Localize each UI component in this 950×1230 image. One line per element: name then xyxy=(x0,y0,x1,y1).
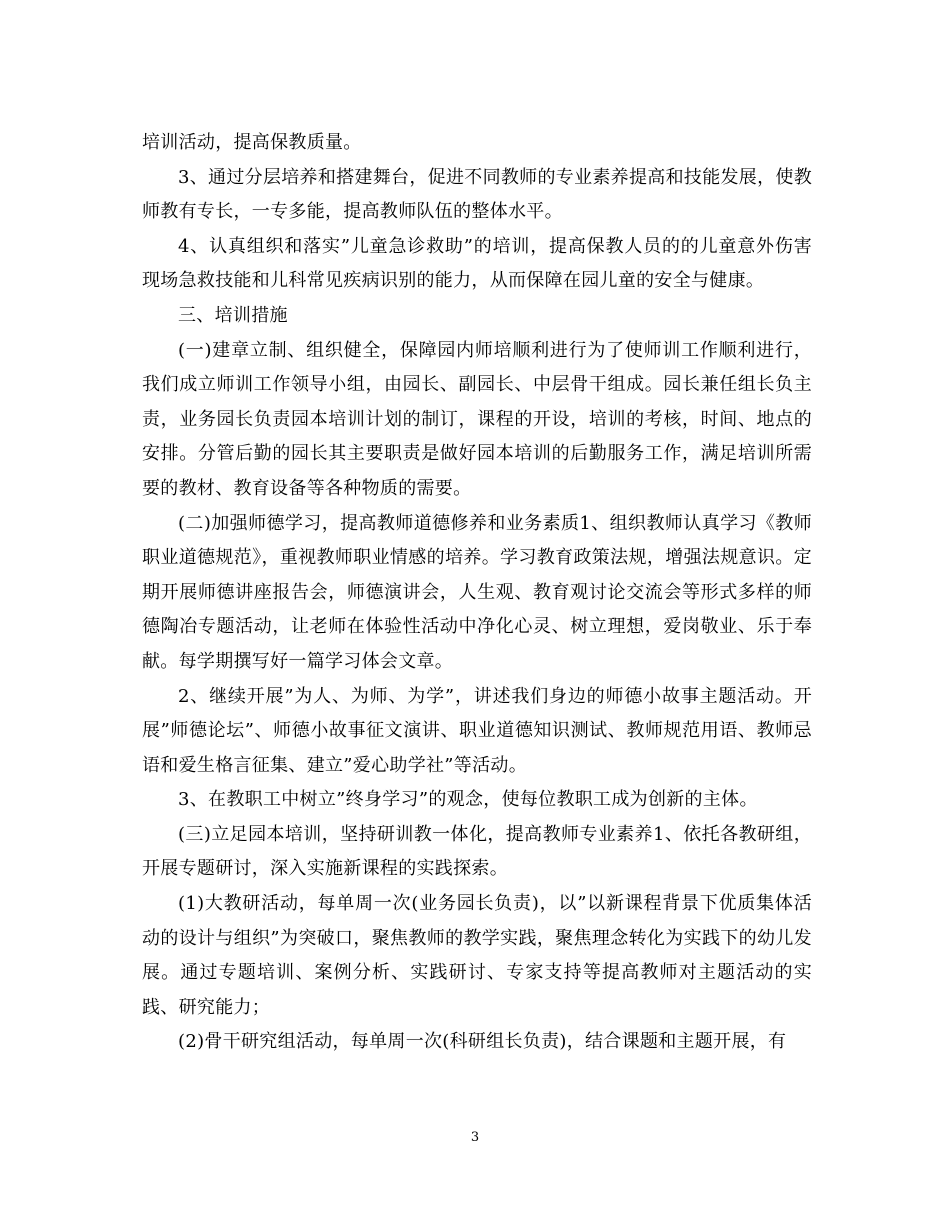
document-body xyxy=(142,126,812,1060)
page-number: 3 xyxy=(470,1130,480,1145)
paragraph-measure-3-sub-1: (1)大教研活动，每单周一次(业务园长负责)，以”以新课程背景下优质集体活动的设计与组织”为突破口，聚焦教师的教学实践，聚焦理念转化为实践下的幼儿发展。通过专题培训、案例分析、实践研讨、专家支持等提高教师对主题活动的实践、研究能力； xyxy=(142,893,812,1018)
paragraph-continuation: 培训活动，提高保教质量。 xyxy=(142,132,362,153)
paragraph-measure-1: (一)建章立制、组织健全，保障园内师培顺利进行为了使师训工作顺利进行，我们成立师训工作领导小组，由园长、副园长、中层骨干组成。园长兼任组长负主责，业务园长负责园本培训计划的制订，课程的开设，培训的考核，时间、地点的安排。分管后勤的园长其主要职责是做好园本培训的后勤服务工作，满足培训所需要的教材、教育设备等各种物质的需要。 xyxy=(142,339,812,499)
paragraph-measure-2: (二)加强师德学习，提高教师道德修养和业务素质1、组织教师认真学习《教师职业道德规范》，重视教师职业情感的培养。学习教育政策法规，增强法规意识。定期开展师德讲座报告会，师德演讲会，人生观、教育观讨论交流会等形式多样的师德陶冶专题活动，让老师在体验性活动中净化心灵、树立理想，爱岗敬业、乐于奉献。每学期撰写好一篇学习体会文章。 xyxy=(142,512,812,672)
paragraph-measure-2-item-2: 2、继续开展”为人、为师、为学”，讲述我们身边的师德小故事主题活动。开展”师德论坛”、师德小故事征文演讲、职业道德知识测试、教师规范用语、教师忌语和爱生格言征集、建立”爱心助学社”等活动。 xyxy=(142,685,812,776)
section-heading-training-measures: 三、培训措施 xyxy=(178,304,288,326)
paragraph-measure-3: (三)立足园本培训，坚持研训教一体化，提高教师专业素养1、依托各教研组，开展专题研讨，深入实施新课程的实践探索。 xyxy=(142,823,812,880)
paragraph-measure-3-sub-2: (2)骨干研究组活动，每单周一次(科研组长负责)，结合课题和主题开展，有 xyxy=(178,1031,787,1053)
paragraph-item-3: 3、通过分层培养和搭建舞台，促进不同教师的专业素养提高和技能发展，使教师教有专长，一专多能，提高教师队伍的整体水平。 xyxy=(142,166,812,223)
paragraph-measure-2-item-3: 3、在教职工中树立”终身学习”的观念，使每位教职工成为创新的主体。 xyxy=(178,789,758,811)
paragraph-item-4: 4、认真组织和落实”儿童急诊救助”的培训，提高保教人员的的儿童意外伤害现场急救技能和儿科常见疾病识别的能力，从而保障在园儿童的安全与健康。 xyxy=(142,235,812,292)
